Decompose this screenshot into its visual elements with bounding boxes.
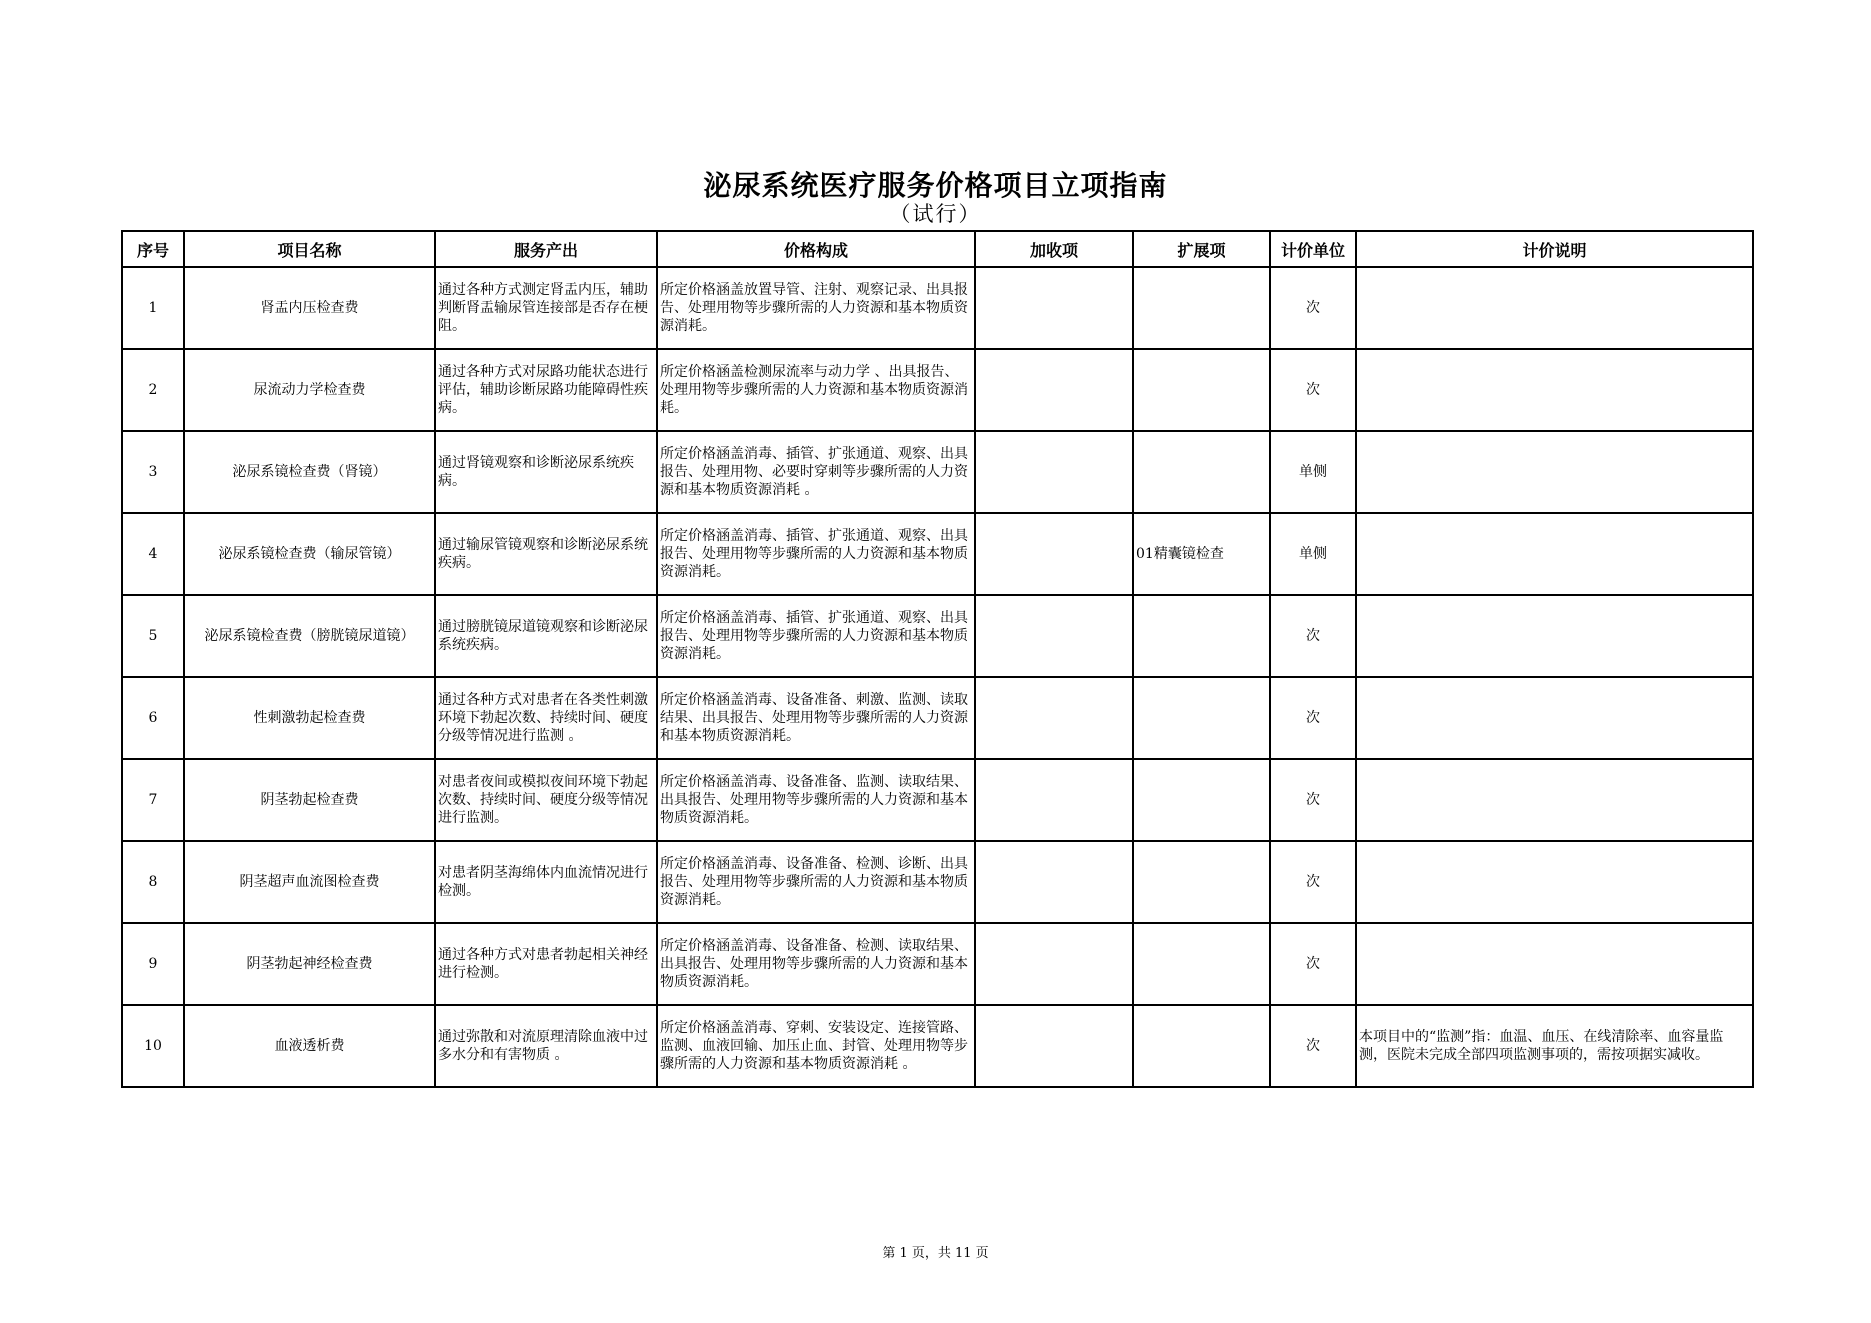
cell-unit: 次: [1270, 349, 1356, 431]
cell-surcharge: [975, 513, 1133, 595]
table-row: [122, 759, 1753, 841]
cell-name: 阴茎勃起神经检查费: [184, 923, 435, 1005]
cell-surcharge: [975, 595, 1133, 677]
cell-note: [1356, 677, 1753, 759]
cell-note: [1356, 923, 1753, 1005]
table-row: [122, 267, 1753, 349]
cell-no: 1: [122, 267, 184, 349]
cell-output: 通过弥散和对流原理清除血液中过多水分和有害物质 。: [435, 1005, 657, 1087]
cell-extension: [1133, 1005, 1270, 1087]
cell-output: 通过各种方式对患者在各类性刺激环境下勃起次数、持续时间、硬度分级等情况进行监测 。: [435, 677, 657, 759]
cell-unit: 单侧: [1270, 513, 1356, 595]
cell-unit: 次: [1270, 841, 1356, 923]
cell-note: [1356, 267, 1753, 349]
cell-note: [1356, 513, 1753, 595]
table-row: [122, 431, 1753, 513]
cell-no: 7: [122, 759, 184, 841]
cell-output: 通过膀胱镜尿道镜观察和诊断泌尿系统疾病。: [435, 595, 657, 677]
cell-surcharge: [975, 923, 1133, 1005]
header-no: 序号: [122, 231, 184, 267]
cell-extension: [1133, 595, 1270, 677]
header-note: 计价说明: [1356, 231, 1753, 267]
cell-price: 所定价格涵盖消毒、插管、扩张通道、观察、出具报告、处理用物等步骤所需的人力资源和基本物质资源消耗。: [657, 513, 975, 595]
cell-price: 所定价格涵盖消毒、设备准备、检测、诊断、出具报告、处理用物等步骤所需的人力资源和基本物质资源消耗。: [657, 841, 975, 923]
table-row: [122, 513, 1753, 595]
cell-name: 阴茎勃起检查费: [184, 759, 435, 841]
cell-output: 对患者夜间或模拟夜间环境下勃起次数、持续时间、硬度分级等情况进行监测。: [435, 759, 657, 841]
cell-price: 所定价格涵盖消毒、设备准备、检测、读取结果、出具报告、处理用物等步骤所需的人力资源和基本物质资源消耗。: [657, 923, 975, 1005]
cell-name: 泌尿系镜检查费（输尿管镜）: [184, 513, 435, 595]
cell-extension: [1133, 677, 1270, 759]
header-unit: 计价单位: [1270, 231, 1356, 267]
cell-unit: 次: [1270, 759, 1356, 841]
table-header-row: [122, 231, 1753, 267]
cell-name: 泌尿系镜检查费（膀胱镜尿道镜）: [184, 595, 435, 677]
cell-surcharge: [975, 349, 1133, 431]
cell-price: 所定价格涵盖消毒、设备准备、刺激、监测、读取结果、出具报告、处理用物等步骤所需的人力资源和基本物质资源消耗。: [657, 677, 975, 759]
header-extension: 扩展项: [1133, 231, 1270, 267]
cell-name: 血液透析费: [184, 1005, 435, 1087]
cell-no: 4: [122, 513, 184, 595]
cell-no: 8: [122, 841, 184, 923]
cell-extension: [1133, 349, 1270, 431]
cell-price: 所定价格涵盖消毒、插管、扩张通道、观察、出具报告、处理用物等步骤所需的人力资源和基本物质资源消耗。: [657, 595, 975, 677]
cell-extension: [1133, 841, 1270, 923]
cell-note: [1356, 841, 1753, 923]
cell-surcharge: [975, 677, 1133, 759]
cell-output: 通过各种方式对患者勃起相关神经进行检测。: [435, 923, 657, 1005]
table-row: [122, 1005, 1753, 1087]
cell-unit: 次: [1270, 595, 1356, 677]
header-surcharge: 加收项: [975, 231, 1133, 267]
cell-name: 尿流动力学检查费: [184, 349, 435, 431]
cell-output: 通过各种方式对尿路功能状态进行评估，辅助诊断尿路功能障碍性疾病。: [435, 349, 657, 431]
cell-note: [1356, 349, 1753, 431]
cell-name: 肾盂内压检查费: [184, 267, 435, 349]
cell-no: 2: [122, 349, 184, 431]
cell-price: 所定价格涵盖消毒、穿刺、安装设定、连接管路、监测、血液回输、加压止血、封管、处理用物等步骤所需的人力资源和基本物质资源消耗 。: [657, 1005, 975, 1087]
cell-name: 阴茎超声血流图检查费: [184, 841, 435, 923]
table-row: [122, 841, 1753, 923]
cell-unit: 次: [1270, 267, 1356, 349]
cell-output: 通过输尿管镜观察和诊断泌尿系统疾病。: [435, 513, 657, 595]
cell-surcharge: [975, 267, 1133, 349]
document-subtitle: （试行）: [889, 202, 982, 226]
cell-no: 9: [122, 923, 184, 1005]
cell-extension: [1133, 431, 1270, 513]
cell-no: 3: [122, 431, 184, 513]
cell-no: 10: [122, 1005, 184, 1087]
cell-note: [1356, 759, 1753, 841]
header-name: 项目名称: [184, 231, 435, 267]
cell-name: 泌尿系镜检查费（肾镜）: [184, 431, 435, 513]
cell-unit: 单侧: [1270, 431, 1356, 513]
cell-no: 6: [122, 677, 184, 759]
document-title: 泌尿系统医疗服务价格项目立项指南: [703, 169, 1168, 202]
table-row: [122, 595, 1753, 677]
header-price: 价格构成: [657, 231, 975, 267]
table-row: [122, 677, 1753, 759]
cell-surcharge: [975, 431, 1133, 513]
cell-extension: [1133, 759, 1270, 841]
cell-note: [1356, 431, 1753, 513]
page-footer: 第 1 页，共 11 页: [882, 1246, 989, 1261]
cell-price: 所定价格涵盖消毒、插管、扩张通道、观察、出具报告、处理用物、必要时穿刺等步骤所需的人力资源和基本物质资源消耗 。: [657, 431, 975, 513]
cell-output: 通过肾镜观察和诊断泌尿系统疾病。: [435, 431, 657, 513]
cell-price: 所定价格涵盖消毒、设备准备、监测、读取结果、出具报告、处理用物等步骤所需的人力资源和基本物质资源消耗。: [657, 759, 975, 841]
cell-unit: 次: [1270, 677, 1356, 759]
cell-unit: 次: [1270, 1005, 1356, 1087]
cell-name: 性刺激勃起检查费: [184, 677, 435, 759]
cell-surcharge: [975, 759, 1133, 841]
cell-output: 对患者阴茎海绵体内血流情况进行检测。: [435, 841, 657, 923]
cell-extension: [1133, 923, 1270, 1005]
table-row: [122, 349, 1753, 431]
cell-output: 通过各种方式测定肾盂内压，辅助判断肾盂输尿管连接部是否存在梗阻。: [435, 267, 657, 349]
cell-price: 所定价格涵盖检测尿流率与动力学 、出具报告、处理用物等步骤所需的人力资源和基本物质资源消耗。: [657, 349, 975, 431]
cell-extension: [1133, 267, 1270, 349]
cell-surcharge: [975, 841, 1133, 923]
cell-no: 5: [122, 595, 184, 677]
header-output: 服务产出: [435, 231, 657, 267]
cell-surcharge: [975, 1005, 1133, 1087]
cell-note: [1356, 595, 1753, 677]
cell-price: 所定价格涵盖放置导管、注射、观察记录、出具报告、处理用物等步骤所需的人力资源和基本物质资源消耗。: [657, 267, 975, 349]
pricing-table: [121, 230, 1754, 1088]
cell-extension: 01精囊镜检查: [1133, 513, 1270, 595]
table-row: [122, 923, 1753, 1005]
cell-note: 本项目中的“监测”指：血温、血压、在线清除率、血容量监测，医院未完成全部四项监测事项的，需按项据实减收。: [1356, 1005, 1753, 1087]
cell-unit: 次: [1270, 923, 1356, 1005]
